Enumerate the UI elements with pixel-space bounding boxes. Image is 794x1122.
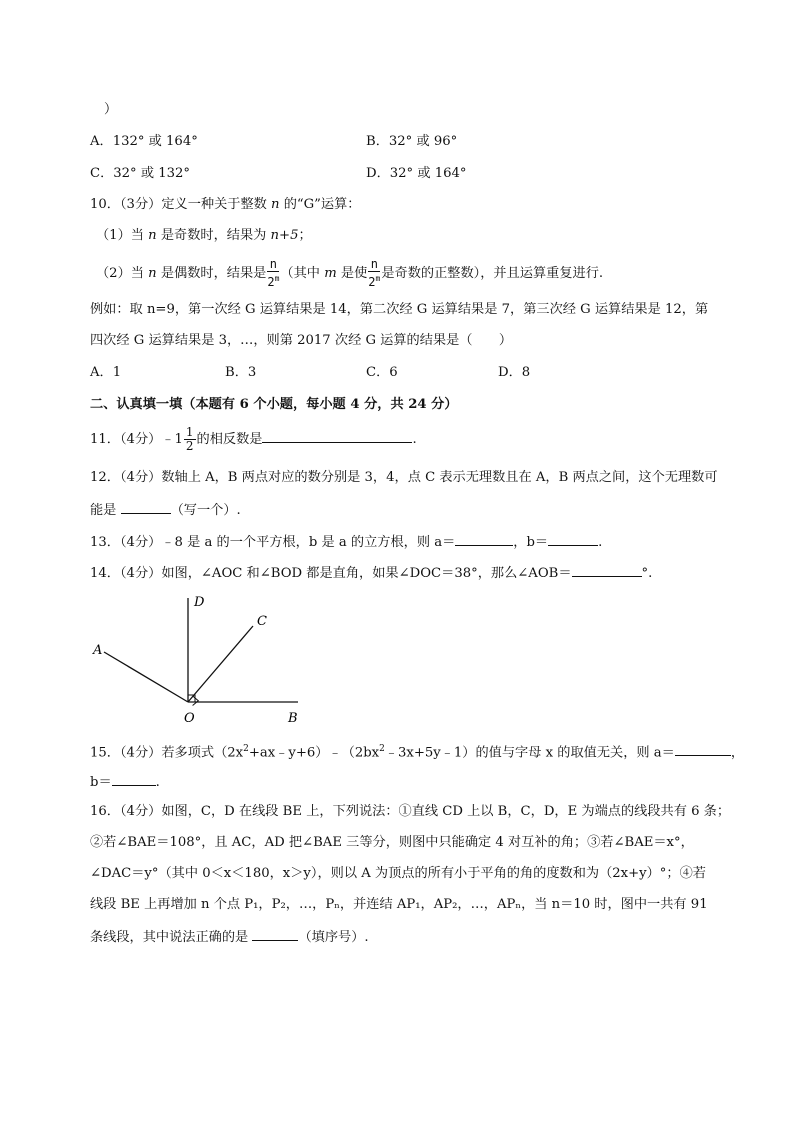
q15-text-line2: b＝ bbox=[90, 775, 112, 790]
q16-line-4: 线段 BE 上再增加 n 个点 P₁，P₂，…，Pₙ，并连结 AP₁，AP₂，…，APₙ，当 n＝10 时，图中一共有 91 bbox=[90, 897, 708, 912]
q15-text-a: 15．（4分）若多项式（2x bbox=[90, 745, 244, 761]
q13-blank-b[interactable] bbox=[548, 531, 598, 546]
q11-fraction-num: 1 bbox=[185, 425, 194, 439]
q9-option-a[interactable]: A．132° 或 164° bbox=[90, 134, 198, 149]
q9-stem-tail: ） bbox=[104, 102, 118, 117]
q10-rule1-text-d: ； bbox=[298, 228, 312, 243]
q15-line2-end: . bbox=[155, 775, 160, 790]
q13-text-b: ，b＝ bbox=[513, 535, 549, 550]
section-2-heading: 二、认真填一填（本题有 6 个小题，每小题 4 分，共 24 分） bbox=[90, 397, 458, 412]
q15-text-c: ﹣3x+5y﹣1）的值与字母 x 的取值无关，则 a＝ bbox=[384, 745, 675, 761]
label-c: C bbox=[257, 614, 267, 629]
q12-answer-blank[interactable] bbox=[121, 499, 171, 514]
q15-line-2 bbox=[90, 771, 160, 793]
q10-rule2-text-d: 是使 bbox=[336, 266, 368, 281]
q10-fraction-2 bbox=[368, 258, 380, 289]
q9-option-c[interactable]: C．32° 或 132° bbox=[90, 166, 190, 181]
q10-option-b[interactable]: B．3 bbox=[225, 365, 257, 380]
q15-sup-1: 2 bbox=[243, 744, 249, 754]
q10-fraction-2-den bbox=[368, 272, 380, 289]
q16-answer-blank[interactable] bbox=[252, 926, 298, 941]
q10-fraction-1 bbox=[267, 258, 279, 289]
q10-stem-text-b: 的“G”运算： bbox=[279, 197, 361, 212]
label-d: D bbox=[194, 595, 205, 610]
q10-rule2-text-a: （2）当 bbox=[96, 266, 149, 281]
q10-rule2-text-b: 是偶数时，结果是 bbox=[156, 266, 267, 281]
label-b: B bbox=[288, 711, 298, 726]
q10-number: 10． bbox=[90, 197, 120, 212]
q9-option-d[interactable]: D．32° 或 164° bbox=[366, 166, 467, 181]
q10-rule1-text-a: （1）当 bbox=[96, 228, 149, 243]
q16-line-3: ∠DAC＝y°（其中 0＜x＜180，x＞y），则以 A 为顶点的所有小于平角的角的度数和为（2x+y）°；④若 bbox=[90, 866, 706, 881]
q14-end: °. bbox=[641, 566, 653, 581]
q10-fraction-1-num: n bbox=[267, 258, 279, 272]
q16-line-5 bbox=[90, 926, 369, 948]
q10-fraction-1-den bbox=[267, 272, 279, 289]
q11-prefix: 11．（4分）﹣1 bbox=[90, 432, 183, 447]
q16-text-a: 条线段，其中说法正确的是 bbox=[90, 930, 253, 945]
ray-oc bbox=[188, 626, 253, 702]
q10-rule2-var-m: m bbox=[324, 266, 337, 281]
q10-rule1-expr: n+5 bbox=[270, 228, 299, 243]
q10-fraction-2-base: 2 bbox=[368, 275, 376, 289]
q11-fraction bbox=[184, 426, 196, 453]
q12-line-1: 12．（4分）数轴上 A，B 两点对应的数分别是 3，4，点 C 表示无理数且在 A，B 两点之间，这个无理数可 bbox=[90, 470, 718, 485]
q16-line-2: ②若∠BAE＝108°，且 AC，AD 把∠BAE 三等分，则图中只能确定 4 对互补的角；③若∠BAE＝x°， bbox=[90, 835, 694, 850]
q10-rule2-text-c: （其中 bbox=[280, 266, 325, 281]
q9-option-b[interactable]: B．32° 或 96° bbox=[366, 134, 458, 149]
q13-end: . bbox=[598, 535, 603, 550]
q12-text-b: （写一个）. bbox=[170, 503, 241, 518]
q11-suffix: 的相反数是 bbox=[196, 432, 263, 447]
q10-option-c[interactable]: C．6 bbox=[366, 365, 398, 380]
q14-text: 14．（4分）如图，∠AOC 和∠BOD 都是直角，如果∠DOC＝38°，那么∠AOB＝ bbox=[90, 566, 572, 581]
q10-fraction-2-exp: m bbox=[375, 274, 381, 283]
label-a: A bbox=[93, 643, 103, 658]
q15-line-1 bbox=[90, 739, 744, 763]
q13 bbox=[90, 531, 602, 553]
q15-text-b: +ax﹣y+6）﹣（2bx bbox=[248, 745, 380, 761]
q10-option-d[interactable]: D．8 bbox=[498, 365, 531, 380]
q16-line-1: 16．（4分）如图，C，D 在线段 BE 上，下列说法：①直线 CD 上以 B，C，D，E 为端点的线段共有 6 条； bbox=[90, 804, 731, 819]
q10-fraction-1-exp: m bbox=[274, 274, 280, 283]
q10-rule2-text-e: 是奇数的正整数），并且运算重复进行. bbox=[381, 266, 604, 281]
q10-score: （3分） bbox=[119, 197, 162, 212]
q16-text-b: （填序号）. bbox=[298, 930, 369, 945]
q10-example-line-1: 例如：取 n=9，第一次经 G 运算结果是 14，第二次经 G 运算结果是 7，第三次经 G 运算结果是 12，第 bbox=[90, 302, 709, 317]
q10-example-line-2: 四次经 G 运算结果是 3，…，则第 2017 次经 G 运算的结果是（ ） bbox=[90, 333, 513, 348]
q15-blank-a[interactable] bbox=[675, 741, 731, 756]
q15-sup-2: 2 bbox=[379, 744, 385, 754]
q10-rule-2 bbox=[96, 258, 603, 289]
q10-rule2-var-n: n bbox=[148, 266, 157, 281]
q11-end: . bbox=[412, 432, 417, 447]
q10-stem-text-a: 定义一种关于整数 bbox=[161, 197, 272, 212]
q10-option-a[interactable]: A．1 bbox=[90, 365, 122, 380]
q12-line-2 bbox=[90, 499, 241, 521]
q11-fraction-den: 2 bbox=[185, 439, 194, 453]
q15-line1-end: ， bbox=[730, 745, 744, 761]
q10-fraction-1-base: 2 bbox=[267, 275, 275, 289]
q10-fraction-2-num: n bbox=[368, 258, 380, 272]
q14 bbox=[90, 562, 652, 584]
q11-answer-blank[interactable] bbox=[262, 428, 412, 443]
q11 bbox=[90, 426, 417, 453]
q10-stem bbox=[90, 195, 361, 215]
q10-rule1-var-n: n bbox=[148, 228, 157, 243]
q13-text-a: 13．（4分）﹣8 是 a 的一个平方根，b 是 a 的立方根，则 a＝ bbox=[90, 535, 456, 550]
ray-oa bbox=[104, 652, 188, 702]
q14-answer-blank[interactable] bbox=[572, 562, 642, 577]
q14-angle-figure bbox=[88, 588, 318, 730]
q15-blank-b[interactable] bbox=[112, 771, 156, 786]
q10-rule-1 bbox=[96, 226, 312, 246]
q12-text-a: 能是 bbox=[90, 503, 121, 518]
q10-rule1-text-b: 是奇数时，结果为 bbox=[156, 228, 271, 243]
q10-var-n: n bbox=[271, 197, 280, 212]
label-o: O bbox=[184, 711, 195, 726]
q13-blank-a[interactable] bbox=[455, 531, 513, 546]
